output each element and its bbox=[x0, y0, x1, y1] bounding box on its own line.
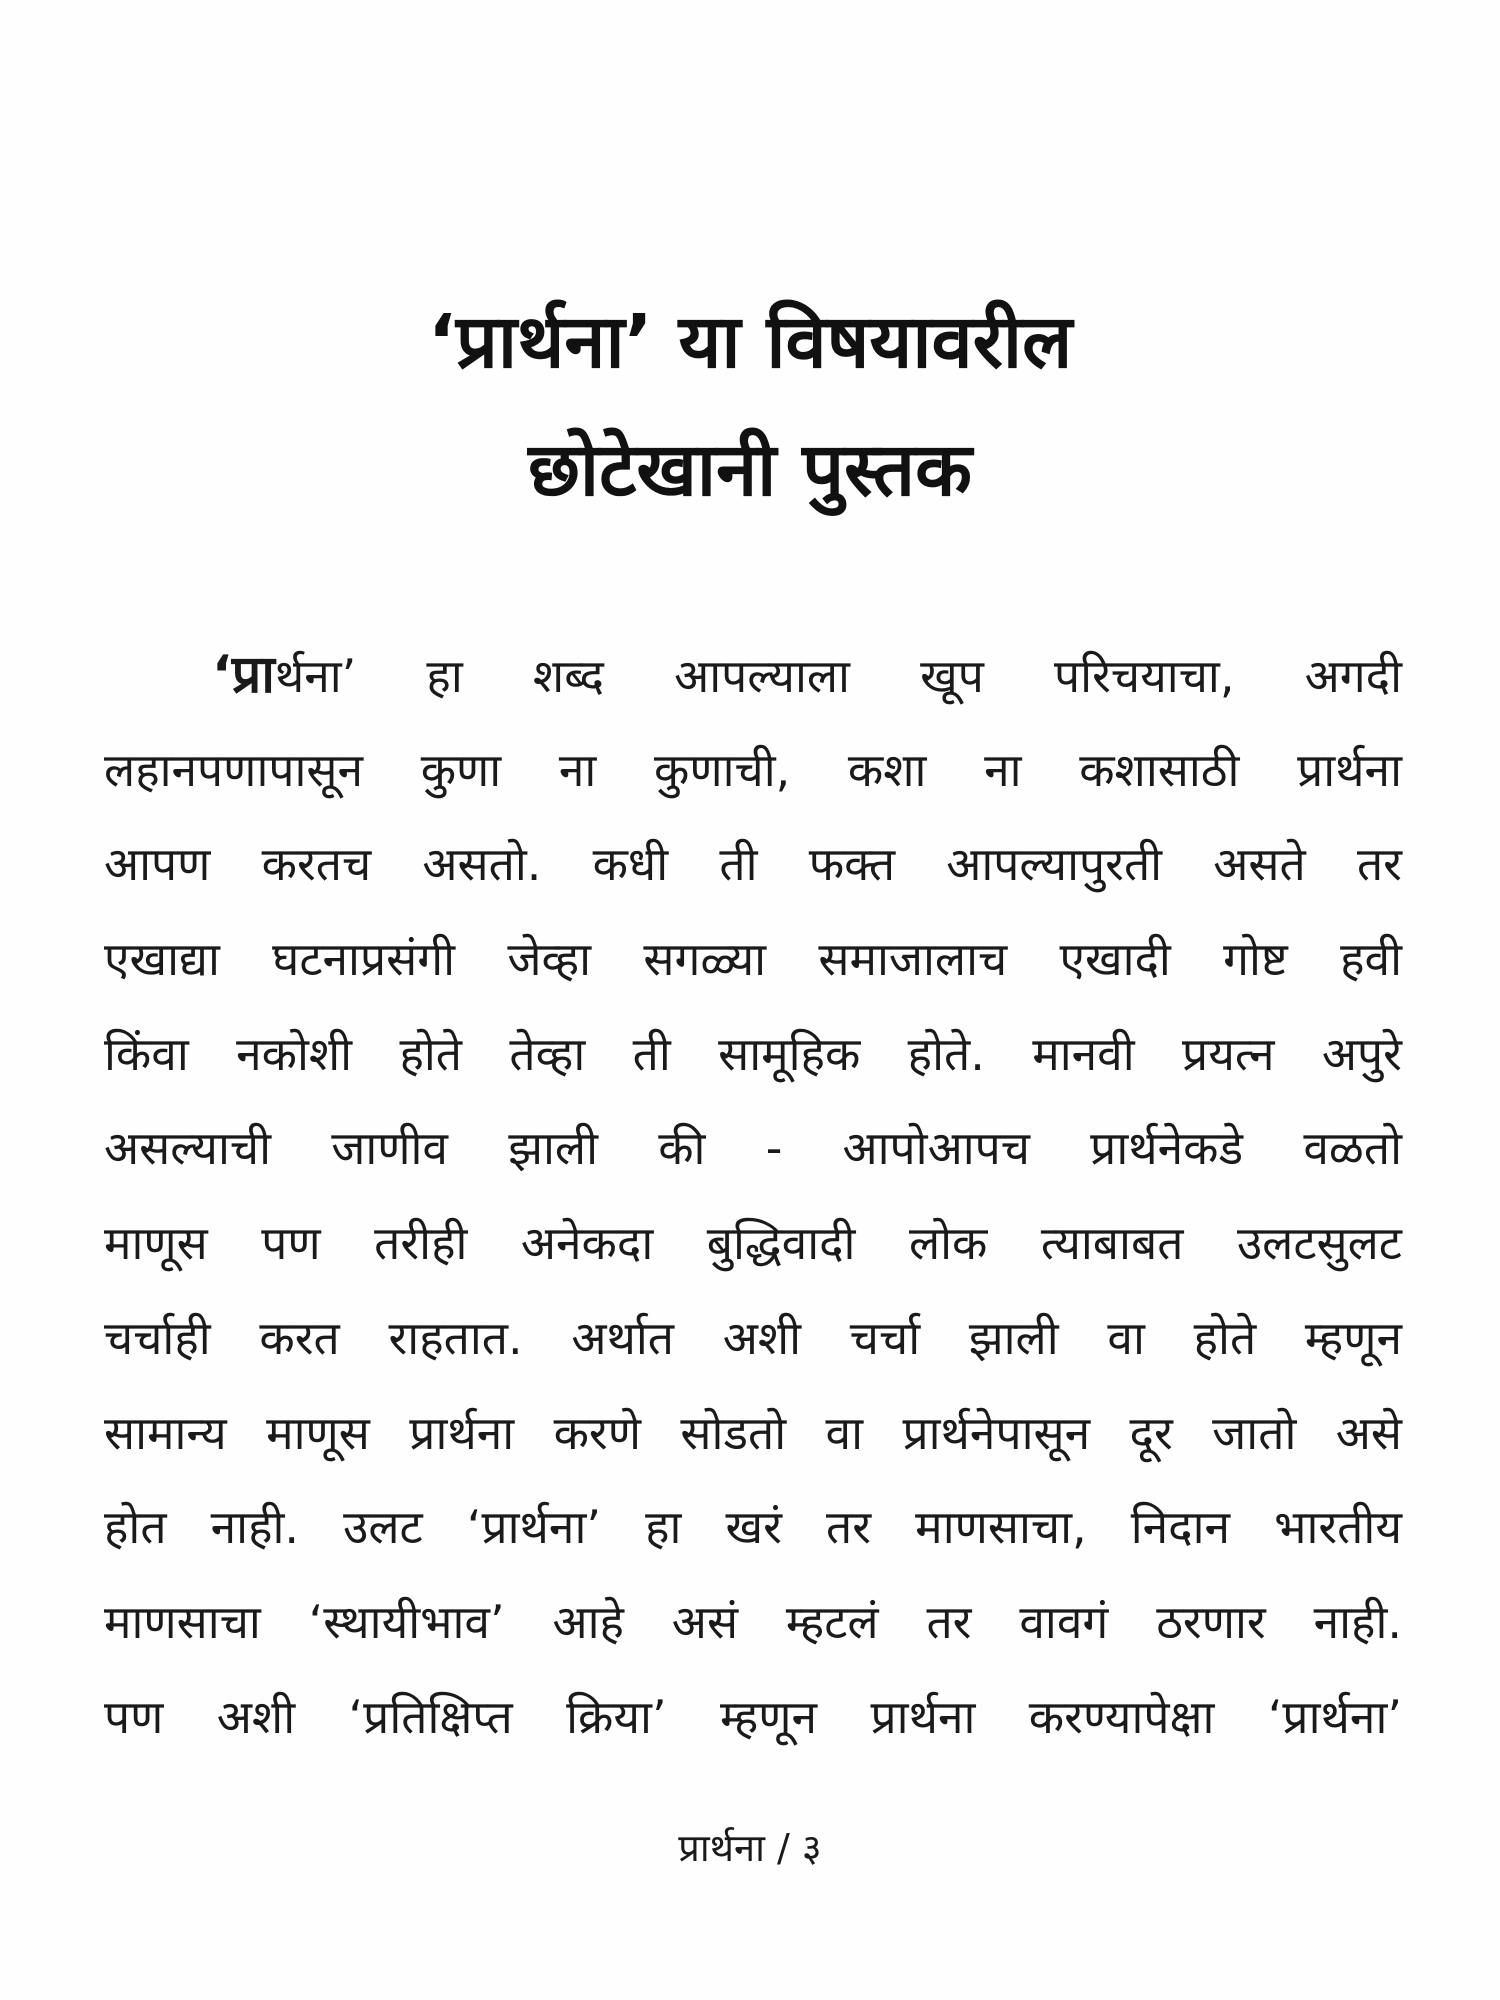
body-line-2: लहानपणापासून कुणा ना कुणाची, कशा ना कशासाठी प्रार्थना bbox=[104, 742, 1402, 797]
body-line-6: असल्याची जाणीव झाली की - आपोआपच प्रार्थनेकडे वळतो bbox=[104, 1121, 1402, 1176]
body-line-1-rest: र्थना’ हा शब्द आपल्याला खूप परिचयाचा, अगदी bbox=[274, 649, 1402, 703]
body-line-5: किंवा नकोशी होते तेव्हा ती सामूहिक होते. मानवी प्रयत्न अपुरे bbox=[104, 1026, 1402, 1081]
body-line-9: सामान्य माणूस प्रार्थना करणे सोडतो वा प्रार्थनेपासून दूर जातो असे bbox=[104, 1405, 1402, 1460]
body-line-10: होत नाही. उलट ‘प्रार्थना’ हा खरं तर माणसाचा, निदान भारतीय bbox=[104, 1500, 1402, 1555]
body-line-11: माणसाचा ‘स्थायीभाव’ आहे असं म्हटलं तर वावगं ठरणार नाही. bbox=[104, 1594, 1402, 1649]
title-line-2: छोटेखानी पुस्तक bbox=[528, 427, 972, 513]
body-line-12: पण अशी ‘प्रतिक्षिप्त क्रिया’ म्हणून प्रार्थना करण्यापेक्षा ‘प्रार्थना’ bbox=[104, 1689, 1402, 1744]
drop-lead-word: ‘प्रा bbox=[212, 645, 275, 705]
body-line-1 bbox=[104, 628, 1402, 723]
chapter-title bbox=[150, 278, 1350, 534]
body-line-3: आपण करतच असतो. कधी ती फक्त आपल्यापुरती असते तर bbox=[104, 837, 1402, 892]
body-line-7: माणूस पण तरीही अनेकदा बुद्धिवादी लोक त्याबाबत उलटसुलट bbox=[104, 1216, 1402, 1271]
page-footer: प्रार्थना / ३ bbox=[678, 1826, 822, 1870]
body-paragraph bbox=[104, 628, 1402, 1764]
body-line-4: एखाद्या घटनाप्रसंगी जेव्हा सगळ्या समाजालाच एखादी गोष्ट हवी bbox=[104, 932, 1402, 987]
title-line-1: ‘प्रार्थना’ या विषयावरील bbox=[427, 299, 1073, 385]
body-line-8: चर्चाही करत राहतात. अर्थात अशी चर्चा झाली वा होते म्हणून bbox=[104, 1310, 1402, 1365]
